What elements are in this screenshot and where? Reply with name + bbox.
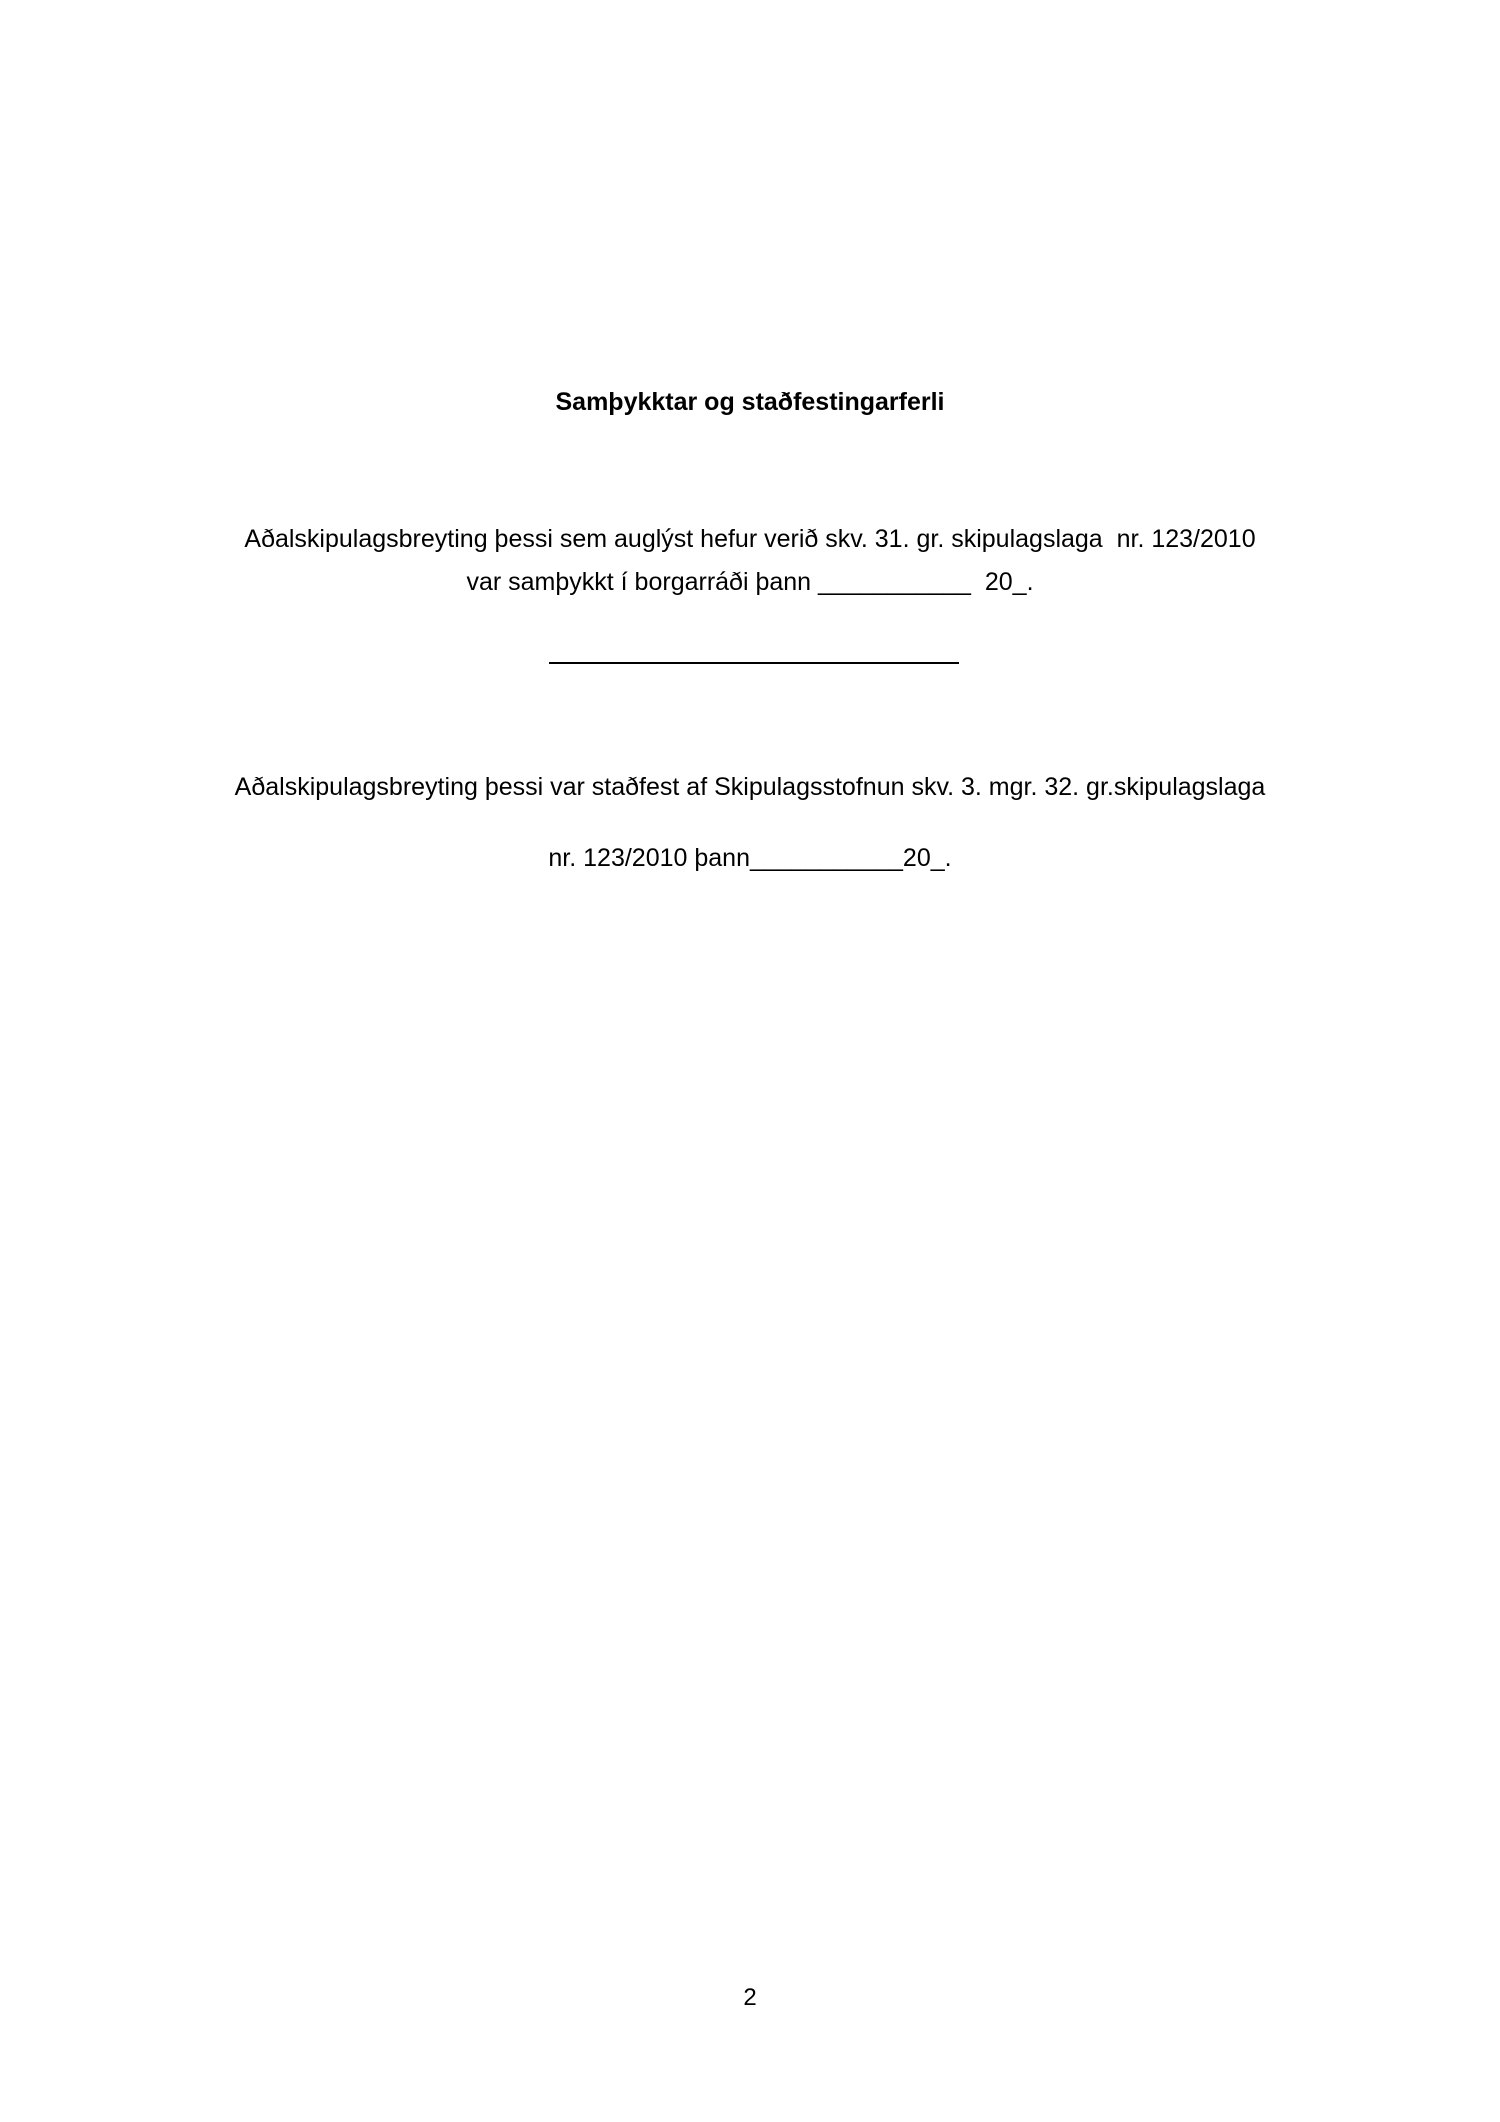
signature-line [549, 662, 959, 664]
approval-text-line-2: var samþykkt í borgarráði þann ___________ 20_. [466, 568, 1034, 596]
page-number: 2 [743, 1984, 757, 2011]
confirmation-text-line-2: nr. 123/2010 þann___________20_. [548, 844, 952, 872]
confirmation-text-line-1: Aðalskipulagsbreyting þessi var staðfest af Skipulagsstofnun skv. 3. mgr. 32. gr.skipulagslaga [234, 773, 1266, 801]
approval-text-line-1: Aðalskipulagsbreyting þessi sem auglýst hefur verið skv. 31. gr. skipulagslaga nr. 123/2010 [244, 525, 1256, 553]
document-title: Samþykktar og staðfestingarferli [555, 388, 945, 416]
